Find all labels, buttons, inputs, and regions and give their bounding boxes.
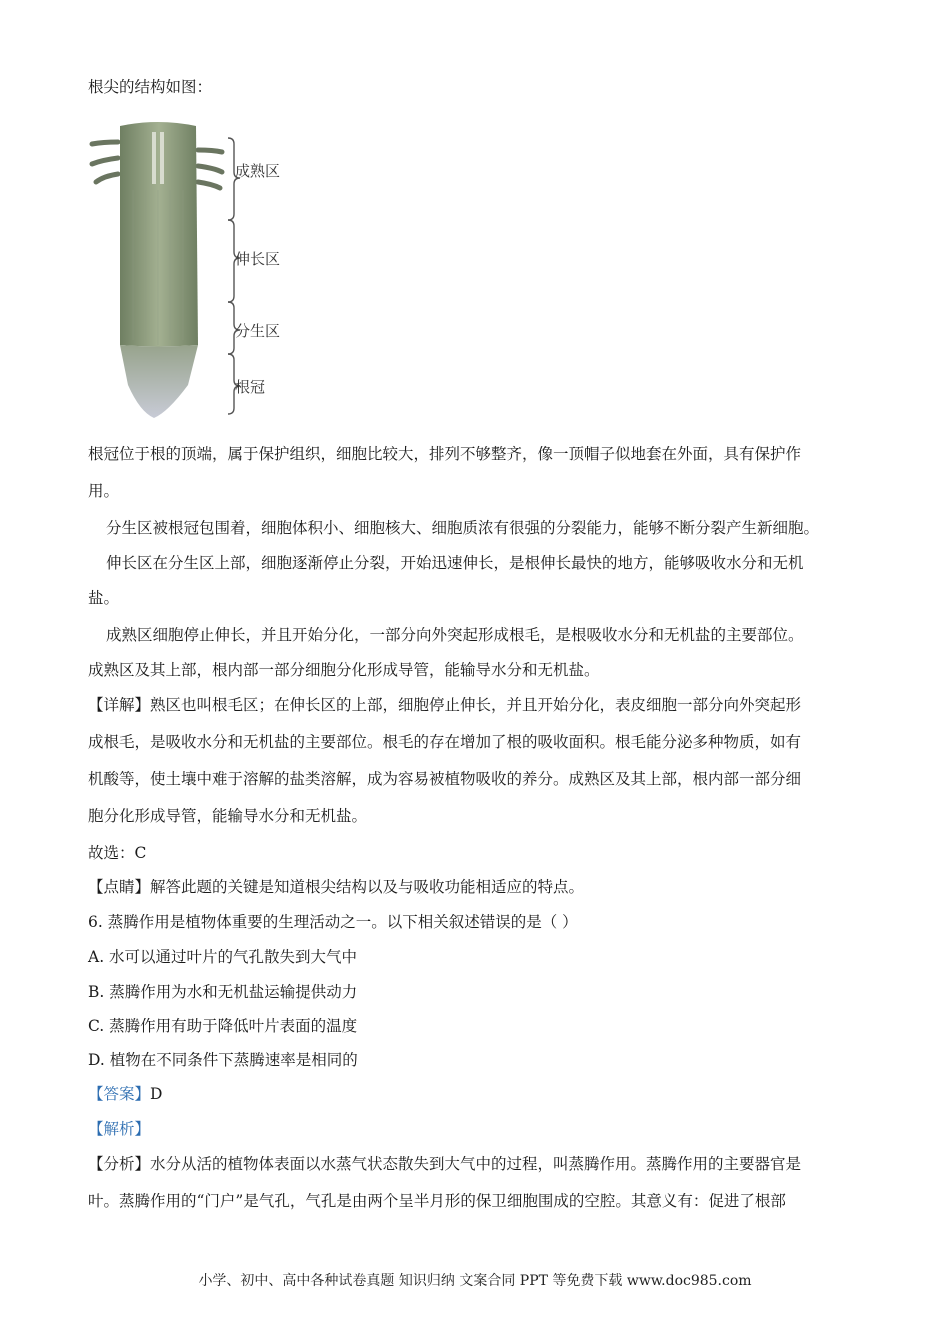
paragraph-elongation-1: 伸长区在分生区上部，细胞逐渐停止分裂，开始迅速伸长，是根伸长最快的地方，能够吸收水分和无机 (106, 554, 804, 572)
label-elongation-zone: 伸长区 (235, 250, 281, 268)
analysis-line-1: 【分析】水分从活的植物体表面以水蒸气状态散失到大气中的过程，叫蒸腾作用。蒸腾作用的主要器官是 (88, 1155, 802, 1173)
question-stem: 6. 蒸腾作用是植物体重要的生理活动之一。以下相关叙述错误的是（ ） (88, 913, 578, 931)
detail-line-4: 胞分化形成导管，能输导水分和无机盐。 (88, 807, 368, 825)
answer-line (88, 1083, 868, 1105)
detail-line-3: 机酸等，使土壤中难于溶解的盐类溶解，成为容易被植物吸收的养分。成熟区及其上部，根内部一部分细 (88, 770, 802, 788)
detail-line-2: 成根毛，是吸收水分和无机盐的主要部位。根毛的存在增加了根的吸收面积。根毛能分泌多种物质，如有 (88, 733, 802, 751)
tip-line: 【点睛】解答此题的关键是知道根尖结构以及与吸收功能相适应的特点。 (88, 878, 585, 896)
detail-tag: 【详解】 (88, 696, 151, 714)
answer-tag: 【答案】 (88, 1085, 151, 1103)
root-tip-figure (88, 120, 318, 430)
root-hairs-left (92, 142, 118, 182)
paragraph-root-cap-2: 用。 (88, 482, 120, 500)
option-d: D. 植物在不同条件下蒸腾速率是相同的 (88, 1051, 358, 1069)
analysis-line-2: 叶。蒸腾作用的“门户”是气孔，气孔是由两个呈半月形的保卫细胞围成的空腔。其意义有：促进了根部 (88, 1192, 786, 1210)
intro-text: 根尖的结构如图： (88, 78, 213, 96)
analysis-tag: 【解析】 (88, 1120, 151, 1138)
answer-value: D (150, 1085, 163, 1103)
root-tip-illustration (88, 120, 318, 430)
paragraph-elongation-2: 盐。 (88, 589, 120, 607)
label-maturation-zone: 成熟区 (235, 162, 281, 180)
option-a: A. 水可以通过叶片的气孔散失到大气中 (88, 948, 358, 966)
analysis-subtag: 【分析】 (88, 1155, 151, 1173)
tip-tag: 【点睛】 (88, 878, 151, 896)
choice-text: 故选：C (88, 844, 147, 862)
paragraph-root-cap-1: 根冠位于根的顶端，属于保护组织，细胞比较大，排列不够整齐，像一顶帽子似地套在外面，具有保护作 (88, 445, 802, 463)
paragraph-maturation-1: 成熟区细胞停止伸长，并且开始分化，一部分向外突起形成根毛，是根吸收水分和无机盐的主要部位。 (106, 626, 804, 644)
label-meristem-zone: 分生区 (235, 322, 281, 340)
label-root-cap: 根冠 (235, 378, 266, 396)
detail-line-1: 【详解】熟区也叫根毛区；在伸长区的上部，细胞停止伸长，并且开始分化，表皮细胞一部分向外突起形 (88, 696, 802, 714)
option-c: C. 蒸腾作用有助于降低叶片表面的温度 (88, 1017, 358, 1035)
root-hairs-right (198, 150, 222, 188)
paragraph-meristem: 分生区被根冠包围着，细胞体积小、细胞核大、细胞质浓有很强的分裂能力，能够不断分裂产生新细胞。 (106, 519, 820, 537)
paragraph-maturation-2: 成熟区及其上部，根内部一部分细胞分化形成导管，能输导水分和无机盐。 (88, 661, 600, 679)
page-footer: 小学、初中、高中各种试卷真题 知识归纳 文案合同 PPT 等免费下载 www.doc985.com (198, 1273, 752, 1289)
option-b: B. 蒸腾作用为水和无机盐运输提供动力 (88, 983, 358, 1001)
